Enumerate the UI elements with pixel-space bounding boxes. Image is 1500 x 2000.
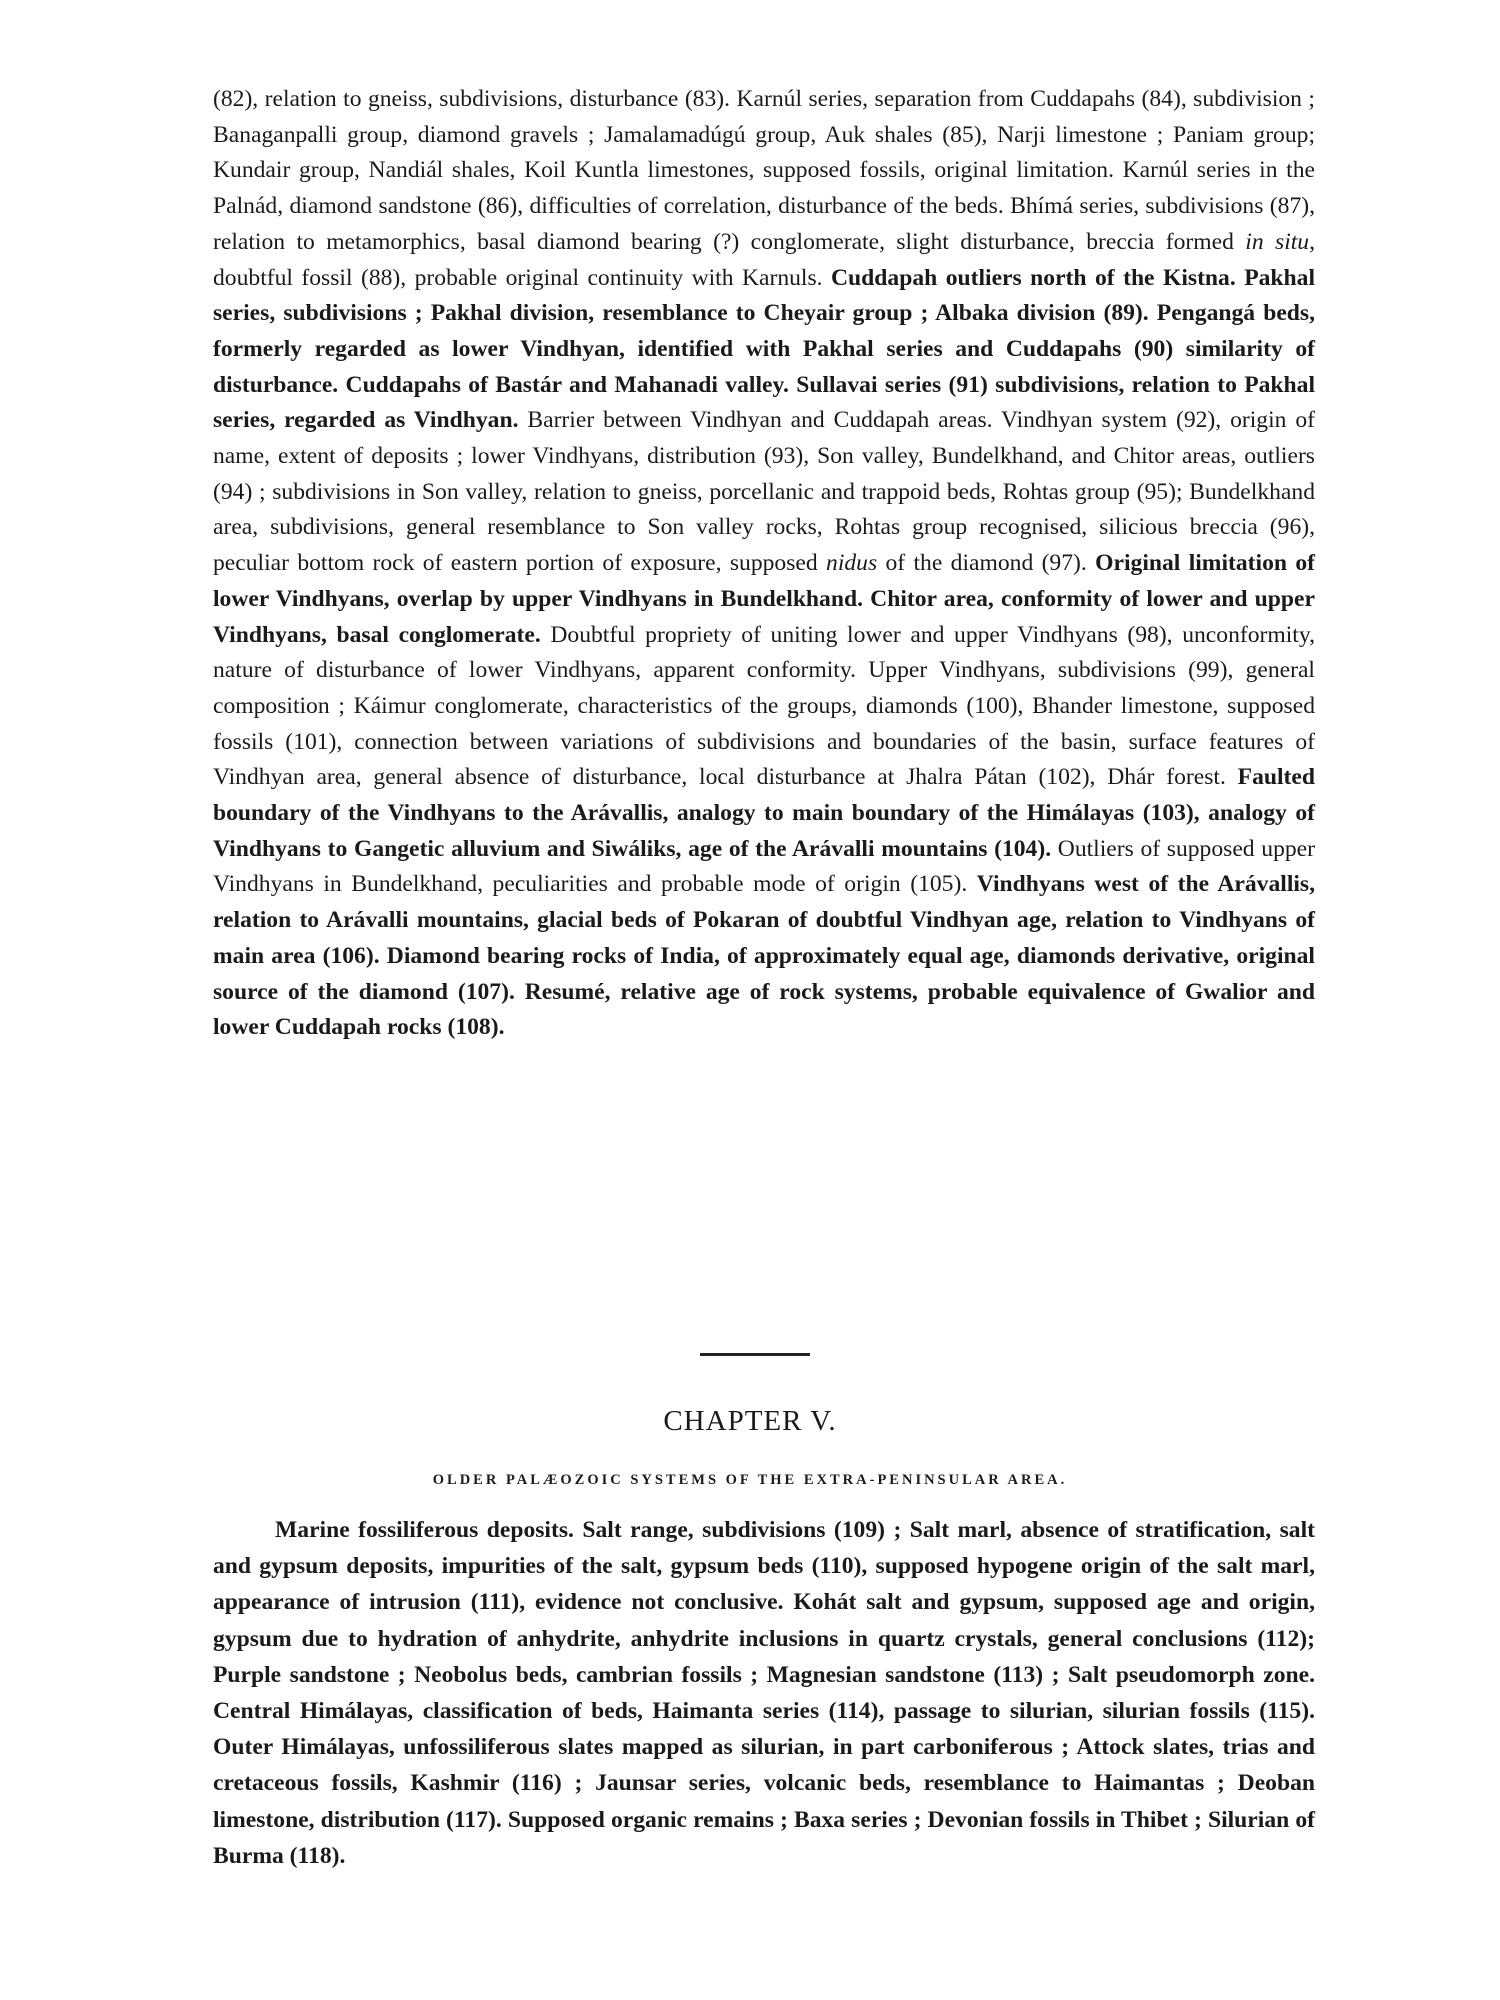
text-segment-italic: in situ bbox=[1245, 228, 1310, 255]
text-segment-bold: Vindhyans west of the Arávallis, relation to Arávalli mountains, glacial beds of Pokaran of doubtful Vindhyan age, relation to Vindhyans of main area (106). Diamond bearing rocks of India, of approximately equal age, diamonds derivative, original source of the diamond (107). Resumé, relative age of rock systems, probable equivalence of Gwalior and lower Cuddapah rocks (108). bbox=[213, 871, 1316, 1041]
text-segment: , doubtful fossil (88), probable original continuity with Karnuls. bbox=[213, 228, 1316, 291]
text-segment: (82), relation to gneiss, subdivisions, disturbance (83). Karnúl series, separation from Cuddapahs (84), subdivision ; Banaganpalli group, diamond gravels ; Jamalamadúgú group, Auk shales (85), Narji limestone ; Paniam group; Kundair group, Nandiál shales, Koil Kuntla limestones, supposed fossils, original limitation. Karnúl series in the Palnád, diamond sandstone (86), difficulties of correlation, disturbance of the beds. Bhímá series, subdivisions (87), relation to metamorphics, basal diamond bearing (?) conglomerate, slight disturbance, breccia formed bbox=[213, 86, 1315, 255]
text-segment: of the diamond (97). bbox=[877, 550, 1096, 577]
text-segment: Barrier between Vindhyan and Cuddapah areas. Vindhyan system (92), origin of name, extent of deposits ; lower Vindhyans, distribution (93), Son valley, Bundelkhand, and Chitor areas, outliers (94) ; subdivisions in Son valley, relation to gneiss, porcellanic and trappoid beds, Rohtas group (95); Bundelkhand area, subdivisions, general resemblance to Son valley rocks, Rohtas group recognised, silicious breccia (96), peculiar bottom rock of eastern portion of exposure, supposed bbox=[213, 407, 1315, 577]
text-segment-italic: nidus bbox=[826, 550, 878, 577]
text-segment: Outliers of supposed upper Vindhyans in Bundelkhand, peculiarities and probable mode of origin (105). bbox=[213, 835, 1315, 898]
section-divider bbox=[700, 1353, 810, 1356]
text-segment-bold: Cuddapah outliers north of the Kistna. Pakhal series, subdivisions ; Pakhal division, resemblance to Cheyair group ; Albaka division (89). Pengangá beds, formerly regarded as lower Vindhyan, identified with Pakhal series and Cuddapahs (90) similarity of disturbance. Cuddapahs of Bastár and Mahanadi valley. Sullavai series (91) subdivisions, relation to Pakhal series, regarded as Vindhyan. bbox=[213, 264, 1315, 434]
chapter-subtitle: OLDER PALÆOZOIC SYSTEMS OF THE EXTRA-PENINSULAR AREA. bbox=[432, 1472, 1068, 1488]
text-segment-bold: Marine fossiliferous deposits. Salt range, subdivisions (109) ; Salt marl, absence of stratification, salt and gypsum deposits, impurities of the salt, gypsum beds (110), supposed hypogene origin of the salt marl, appearance of intrusion (111), evidence not conclusive. Kohát salt and gypsum, supposed age and origin, gypsum due to hydration of anhydrite, anhydrite inclusions in quartz crystals, general conclusions (112); Purple sandstone ; Neobolus beds, cambrian fossils ; Magnesian sandstone (113) ; Salt pseudomorph zone. Central Himálayas, classification of beds, Haimanta series (114), passage to silurian, silurian fossils (115). Outer Himálayas, unfossiliferous slates mapped as silurian, in part carboniferous ; Attock slates, trias and cretaceous fossils, Kashmir (116) ; Jaunsar series, volcanic beds, resemblance to Haimantas ; Deoban limestone, distribution (117). Supposed organic remains ; Baxa series ; Devonian fossils in Thibet ; Silurian of Burma (118). bbox=[213, 1517, 1315, 1869]
chapter-heading: CHAPTER V. bbox=[663, 1405, 837, 1437]
text-segment-bold: Original limitation of lower Vindhyans, overlap by upper Vindhyans in Bundelkhand. Chitor area, conformity of lower and upper Vindhyans, basal conglomerate. bbox=[213, 550, 1315, 648]
text-segment-bold: Faulted boundary of the Vindhyans to the Arávallis, analogy to main boundary of the Himálayas (103), analogy of Vindhyans to Gangetic alluvium and Siwáliks, age of the Arávalli mountains (104). bbox=[213, 764, 1315, 862]
contents-paragraph-chapter-v bbox=[213, 1512, 1315, 1874]
text-segment: Doubtful propriety of uniting lower and upper Vindhyans (98), unconformity, nature of disturbance of lower Vindhyans, apparent conformity. Upper Vindhyans, subdivisions (99), general composition ; Káimur conglomerate, characteristics of the groups, diamonds (100), Bhander limestone, supposed fossils (101), connection between variations of subdivisions and boundaries of the basin, surface features of Vindhyan area, general absence of disturbance, local disturbance at Jhalra Pátan (102), Dhár forest. bbox=[213, 621, 1315, 791]
contents-paragraph-chapter-iv bbox=[213, 82, 1315, 1046]
